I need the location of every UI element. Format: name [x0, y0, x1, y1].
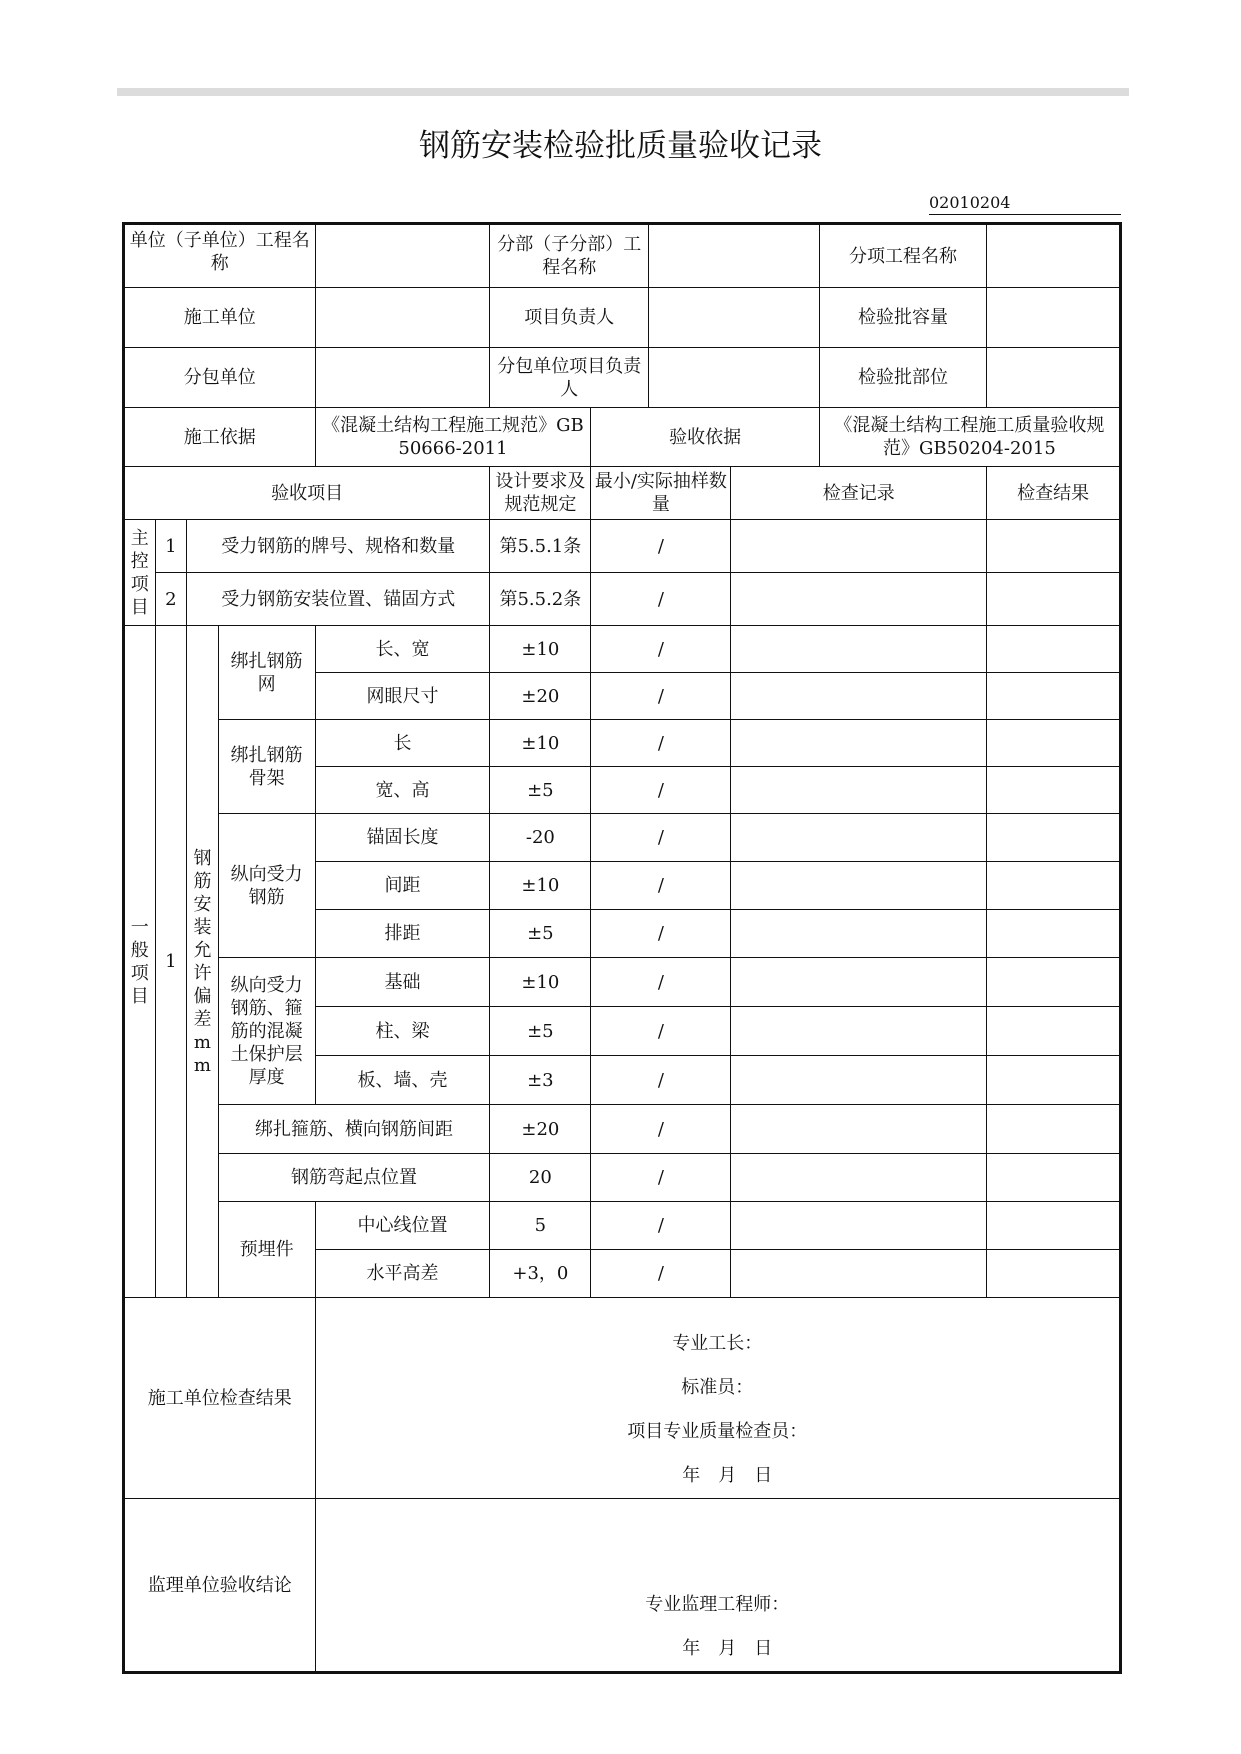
supervisor-row — [124, 1499, 1121, 1673]
main-row-2 — [124, 573, 1121, 626]
standard-officer-label: 标准员： — [681, 1377, 754, 1398]
sub-item: 中心线位置 — [315, 1202, 490, 1250]
longitudinal-label: 纵向受力钢筋 — [218, 814, 315, 958]
result-field[interactable] — [987, 1007, 1121, 1056]
sample: / — [591, 720, 731, 767]
main-record-field[interactable] — [731, 520, 987, 573]
subitem-field[interactable] — [987, 224, 1121, 288]
basis-label: 施工依据 — [124, 408, 316, 467]
result-field[interactable] — [987, 814, 1121, 862]
sample: / — [591, 1105, 731, 1154]
engineer-label: 专业监理工程师： — [645, 1594, 790, 1615]
result-field[interactable] — [987, 862, 1121, 910]
col-result: 检查结果 — [987, 467, 1121, 520]
spec: ±20 — [490, 1105, 591, 1154]
contractor-field[interactable] — [315, 288, 490, 348]
cage-label: 绑扎钢筋骨架 — [218, 720, 315, 814]
sub-item: 柱、梁 — [315, 1007, 490, 1056]
inspection-table — [122, 222, 1122, 1674]
spec: ±10 — [490, 958, 591, 1007]
record-field[interactable] — [731, 1007, 987, 1056]
record-field[interactable] — [731, 673, 987, 720]
sample: / — [591, 673, 731, 720]
accept-basis-value: 《混凝土结构工程施工质量验收规范》GB50204-2015 — [819, 408, 1120, 467]
record-field[interactable] — [731, 626, 987, 673]
main-no: 2 — [155, 573, 187, 626]
record-field[interactable] — [731, 1250, 987, 1298]
spec: ±10 — [490, 720, 591, 767]
sample: / — [591, 1056, 731, 1105]
result-field[interactable] — [987, 1056, 1121, 1105]
basis-value: 《混凝土结构工程施工规范》GB 50666-2011 — [315, 408, 591, 467]
embed-label: 预埋件 — [218, 1202, 315, 1298]
spec: +3，0 — [490, 1250, 591, 1298]
record-field[interactable] — [731, 910, 987, 958]
main-spec: 第5.5.1条 — [490, 520, 591, 573]
capacity-field[interactable] — [987, 288, 1121, 348]
spec: ±10 — [490, 862, 591, 910]
sub-pm-label: 分包单位项目负责人 — [490, 348, 649, 408]
sub-item: 板、墙、壳 — [315, 1056, 490, 1105]
sub-item: 水平高差 — [315, 1250, 490, 1298]
info-row-unit — [124, 224, 1121, 288]
info-row-contractor — [124, 288, 1121, 348]
sample: / — [591, 626, 731, 673]
record-field[interactable] — [731, 1105, 987, 1154]
record-field[interactable] — [731, 1154, 987, 1202]
main-sample: / — [591, 520, 731, 573]
col-record: 检查记录 — [731, 467, 987, 520]
page-title: 钢筋安装检验批质量验收记录 — [419, 128, 822, 164]
spec: ±10 — [490, 626, 591, 673]
record-field[interactable] — [731, 767, 987, 814]
general-no: 1 — [155, 626, 187, 1298]
main-result-field[interactable] — [987, 573, 1121, 626]
result-field[interactable] — [987, 673, 1121, 720]
date-label: 年 月 日 — [682, 1465, 773, 1486]
result-field[interactable] — [987, 1202, 1121, 1250]
main-desc: 受力钢筋安装位置、锚固方式 — [187, 573, 490, 626]
general-label: 一般项目 — [124, 626, 156, 1298]
col-design: 设计要求及规范规定 — [490, 467, 591, 520]
deviation-group-label: 钢筋安装允许偏差mm — [187, 626, 219, 1298]
main-desc: 受力钢筋的牌号、规格和数量 — [187, 520, 490, 573]
inspector-label: 项目专业质量检查员： — [627, 1421, 808, 1442]
col-sample: 最小/实际抽样数量 — [591, 467, 731, 520]
main-result-field[interactable] — [987, 520, 1121, 573]
sample: / — [591, 1154, 731, 1202]
spec: ±5 — [490, 1007, 591, 1056]
column-header-row — [124, 467, 1121, 520]
general-row — [124, 1202, 1121, 1250]
spec: ±3 — [490, 1056, 591, 1105]
contractor-signature-area[interactable] — [315, 1298, 1120, 1499]
sub-item: 宽、高 — [315, 767, 490, 814]
spec: 5 — [490, 1202, 591, 1250]
result-field[interactable] — [987, 1154, 1121, 1202]
result-field[interactable] — [987, 767, 1121, 814]
sample: / — [591, 862, 731, 910]
general-row — [124, 1154, 1121, 1202]
sub-item: 绑扎箍筋、横向钢筋间距 — [218, 1105, 490, 1154]
sample: / — [591, 767, 731, 814]
result-field[interactable] — [987, 626, 1121, 673]
main-no: 1 — [155, 520, 187, 573]
sample: / — [591, 1250, 731, 1298]
record-field[interactable] — [731, 720, 987, 767]
unit-field[interactable] — [315, 224, 490, 288]
top-divider — [117, 88, 1129, 96]
subcontractor-field[interactable] — [315, 348, 490, 408]
unit-label: 单位（子单位）工程名称 — [124, 224, 316, 288]
subcontractor-label: 分包单位 — [124, 348, 316, 408]
general-row — [124, 626, 1121, 673]
info-row-subcontractor — [124, 348, 1121, 408]
main-record-field[interactable] — [731, 573, 987, 626]
supervisor-signature-area[interactable] — [315, 1499, 1120, 1673]
result-field[interactable] — [987, 720, 1121, 767]
location-field[interactable] — [987, 348, 1121, 408]
sub-item: 间距 — [315, 862, 490, 910]
accept-basis-label: 验收依据 — [591, 408, 819, 467]
spec: ±5 — [490, 767, 591, 814]
contractor-check-row — [124, 1298, 1121, 1499]
sample: / — [591, 1202, 731, 1250]
sub-pm-field[interactable] — [649, 348, 820, 408]
result-field[interactable] — [987, 910, 1121, 958]
pm-field[interactable] — [649, 288, 820, 348]
record-field[interactable] — [731, 958, 987, 1007]
main-row-1 — [124, 520, 1121, 573]
sub-item: 锚固长度 — [315, 814, 490, 862]
sub-item: 钢筋弯起点位置 — [218, 1154, 490, 1202]
info-row-basis — [124, 408, 1121, 467]
spec: ±20 — [490, 673, 591, 720]
contractor-check-label: 施工单位检查结果 — [124, 1298, 316, 1499]
sub-item: 网眼尺寸 — [315, 673, 490, 720]
form-code: 02010204 — [929, 192, 1121, 215]
sample: / — [591, 958, 731, 1007]
general-row — [124, 814, 1121, 862]
contractor-label: 施工单位 — [124, 288, 316, 348]
capacity-label: 检验批容量 — [819, 288, 986, 348]
subitem-label: 分项工程名称 — [819, 224, 986, 288]
result-field[interactable] — [987, 958, 1121, 1007]
mesh-label: 绑扎钢筋网 — [218, 626, 315, 720]
location-label: 检验批部位 — [819, 348, 986, 408]
result-field[interactable] — [987, 1250, 1121, 1298]
spec: -20 — [490, 814, 591, 862]
cover-label: 纵向受力钢筋、箍筋的混凝土保护层厚度 — [218, 958, 315, 1105]
record-field[interactable] — [731, 1056, 987, 1105]
foreman-label: 专业工长： — [672, 1333, 763, 1354]
spec: ±5 — [490, 910, 591, 958]
main-sample: / — [591, 573, 731, 626]
general-row — [124, 1105, 1121, 1154]
record-field[interactable] — [731, 862, 987, 910]
sample: / — [591, 910, 731, 958]
sub-item: 长、宽 — [315, 626, 490, 673]
general-row — [124, 958, 1121, 1007]
record-field[interactable] — [731, 814, 987, 862]
date-label: 年 月 日 — [682, 1638, 773, 1659]
subdivision-field[interactable] — [649, 224, 820, 288]
sample: / — [591, 1007, 731, 1056]
subdivision-label: 分部（子分部）工程名称 — [490, 224, 649, 288]
col-item: 验收项目 — [124, 467, 490, 520]
spec: 20 — [490, 1154, 591, 1202]
main-control-label: 主控项目 — [124, 520, 156, 626]
sub-item: 长 — [315, 720, 490, 767]
record-field[interactable] — [731, 1202, 987, 1250]
pm-label: 项目负责人 — [490, 288, 649, 348]
supervisor-label: 监理单位验收结论 — [124, 1499, 316, 1673]
main-spec: 第5.5.2条 — [490, 573, 591, 626]
general-row — [124, 720, 1121, 767]
result-field[interactable] — [987, 1105, 1121, 1154]
sub-item: 排距 — [315, 910, 490, 958]
sample: / — [591, 814, 731, 862]
sub-item: 基础 — [315, 958, 490, 1007]
